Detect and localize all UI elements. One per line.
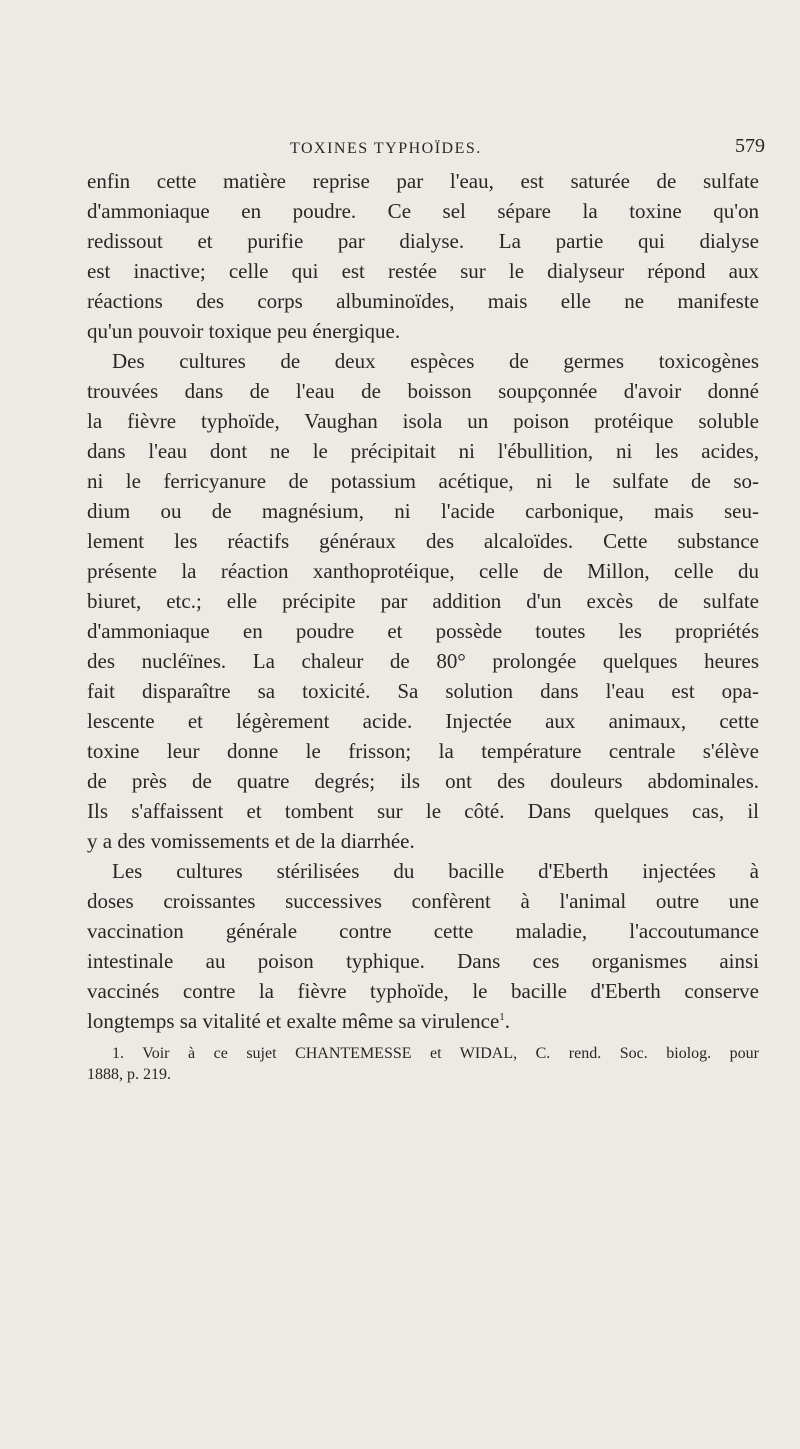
sentence-period: .: [504, 1009, 511, 1033]
text-line: présente la réaction xanthoprotéique, celle de Millon, celle du: [87, 559, 759, 583]
text-line: des nucléïnes. La chaleur de 80° prolongée quelques heures: [87, 649, 759, 673]
footnote-line: 1. Voir à ce sujet CHANTEMESSE et WIDAL, C. rend. Soc. biolog. pour: [112, 1045, 759, 1062]
text-line: toxine leur donne le frisson; la température centrale s'élève: [87, 739, 759, 763]
text-line: Les cultures stérilisées du bacille d'Eberth injectées à: [112, 859, 759, 883]
page-number: 579: [735, 135, 765, 157]
text-line: lescente et légèrement acide. Injectée aux animaux, cette: [87, 709, 759, 733]
text-line: qu'un pouvoir toxique peu énergique.: [87, 319, 401, 343]
footnote-reference: 1: [499, 1011, 505, 1023]
running-title: TOXINES TYPHOÏDES.: [290, 140, 482, 157]
text-line: d'ammoniaque en poudre et possède toutes les propriétés: [87, 619, 759, 643]
text-line: réactions des corps albuminoïdes, mais elle ne manifeste: [87, 289, 759, 313]
text-line: lement les réactifs généraux des alcaloïdes. Cette substance: [87, 529, 759, 553]
text-line: de près de quatre degrés; ils ont des douleurs abdominales.: [87, 769, 759, 793]
text-line: est inactive; celle qui est restée sur le dialyseur répond aux: [87, 259, 759, 283]
text-line: dans l'eau dont ne le précipitait ni l'ébullition, ni les acides,: [87, 439, 759, 463]
text-line: longtemps sa vitalité et exalte même sa virulence: [87, 1009, 500, 1033]
text-line: fait disparaître sa toxicité. Sa solution dans l'eau est opa-: [87, 679, 759, 703]
text-line: la fièvre typhoïde, Vaughan isola un poison protéique soluble: [87, 409, 759, 433]
text-line: vaccination générale contre cette maladie, l'accoutumance: [87, 919, 759, 943]
text-line: ni le ferricyanure de potassium acétique, ni le sulfate de so-: [87, 469, 759, 493]
text-line: Ils s'affaissent et tombent sur le côté. Dans quelques cas, il: [87, 799, 759, 823]
text-line: Des cultures de deux espèces de germes toxicogènes: [112, 349, 759, 373]
text-line: d'ammoniaque en poudre. Ce sel sépare la toxine qu'on: [87, 199, 759, 223]
footnote-line: 1888, p. 219.: [87, 1066, 171, 1083]
text-line: biuret, etc.; elle précipite par addition d'un excès de sulfate: [87, 589, 759, 613]
text-line: redissout et purifie par dialyse. La partie qui dialyse: [87, 229, 759, 253]
text-line: y a des vomissements et de la diarrhée.: [87, 829, 415, 853]
text-line: doses croissantes successives confèrent à l'animal outre une: [87, 889, 759, 913]
text-line: vaccinés contre la fièvre typhoïde, le bacille d'Eberth conserve: [87, 979, 759, 1003]
text-line: enfin cette matière reprise par l'eau, est saturée de sulfate: [87, 169, 759, 193]
text-line: intestinale au poison typhique. Dans ces organismes ainsi: [87, 949, 759, 973]
text-line: dium ou de magnésium, ni l'acide carbonique, mais seu-: [87, 499, 759, 523]
text-line-last: [87, 1006, 759, 1036]
text-line: trouvées dans de l'eau de boisson soupçonnée d'avoir donné: [87, 379, 759, 403]
